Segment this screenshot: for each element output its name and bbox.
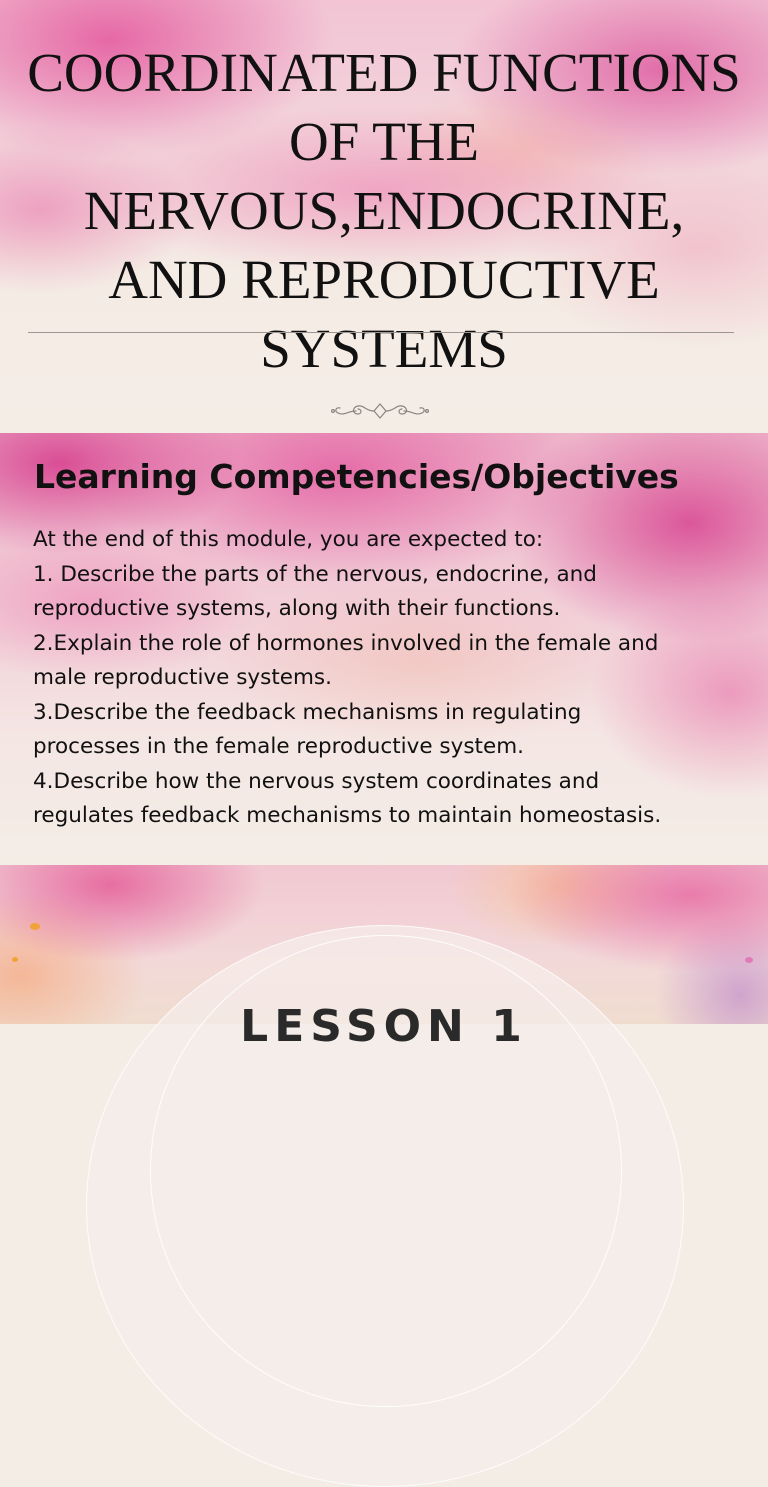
title-line: NERVOUS,ENDOCRINE,	[83, 180, 685, 241]
paint-splatter	[30, 923, 40, 930]
lesson-slide	[0, 865, 768, 1052]
title-line: OF THE	[289, 111, 479, 172]
objective-line: 4.Describe how the nervous system coordinates and	[33, 768, 600, 794]
title-line: COORDINATED FUNCTIONS	[27, 42, 741, 103]
objectives-slide	[0, 433, 768, 865]
paint-splatter	[12, 957, 18, 962]
lesson-label: LESSON 1	[240, 1001, 528, 1052]
objectives-intro: At the end of this module, you are expected to:	[33, 527, 544, 552]
objective-line: 2.Explain the role of hormones involved in the female and	[33, 630, 659, 656]
title-divider	[28, 332, 734, 333]
title-line: SYSTEMS	[260, 318, 508, 379]
objective-line: reproductive systems, along with their functions.	[33, 596, 561, 621]
title-line: AND REPRODUCTIVE	[108, 249, 660, 310]
objective-line: 1. Describe the parts of the nervous, endocrine, and	[33, 561, 597, 587]
objective-line: male reproductive systems.	[33, 665, 332, 690]
objective-line: 3.Describe the feedback mechanisms in regulating	[33, 699, 582, 725]
objective-line: regulates feedback mechanisms to maintain homeostasis.	[33, 803, 662, 828]
paint-splatter	[745, 957, 753, 963]
scroll-flourish-icon	[330, 400, 430, 422]
title-slide	[0, 0, 768, 433]
objective-line: processes in the female reproductive system.	[33, 734, 524, 759]
objectives-body	[33, 523, 661, 834]
objectives-heading: Learning Competencies/Objectives	[34, 457, 679, 496]
